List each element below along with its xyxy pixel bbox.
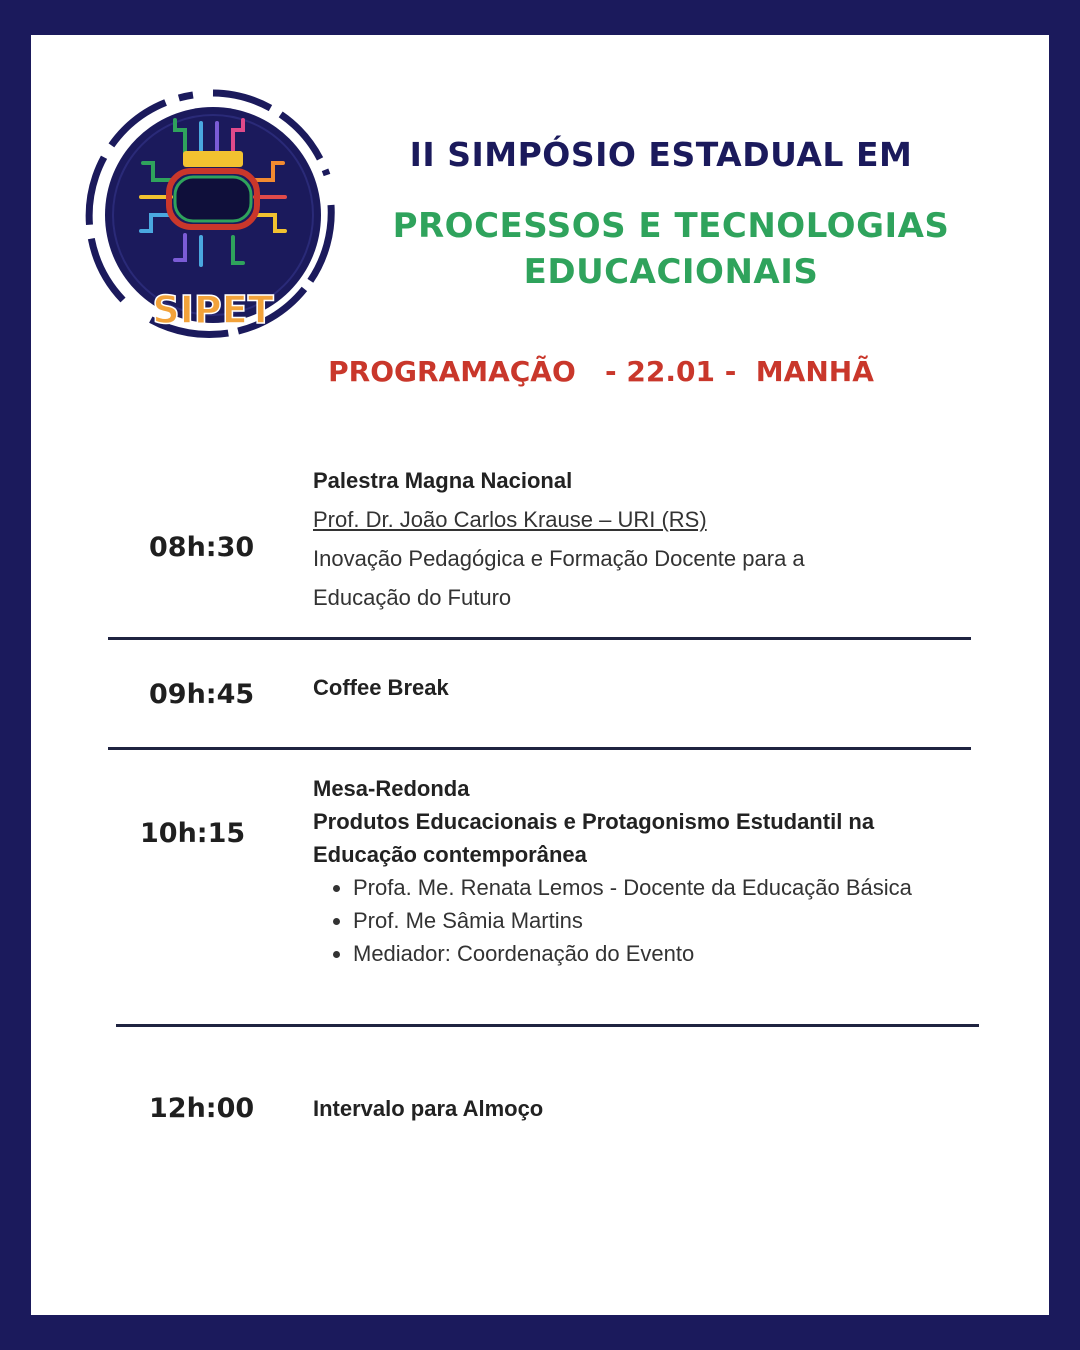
participant-item: • Mediador: Coordenação do Evento [353, 937, 1003, 970]
mesa-subtitle-2: Educação contemporânea [313, 842, 587, 867]
participant-item: • Profa. Me. Renata Lemos - Docente da Educação Básica [353, 871, 1003, 904]
time-1015: 10h:15 [140, 818, 246, 849]
time-1200: 12h:00 [149, 1093, 255, 1124]
divider [116, 1024, 979, 1027]
palestra-heading: Palestra Magna Nacional [313, 468, 573, 493]
coffee-break-label: Coffee Break [313, 675, 449, 700]
program-card [31, 35, 1049, 1315]
time-0945: 09h:45 [149, 679, 255, 710]
palestra-desc-2: Educação do Futuro [313, 585, 512, 610]
palestra-speaker-link[interactable]: Prof. Dr. João Carlos Krause – URI (RS) [313, 507, 707, 532]
divider [108, 637, 971, 640]
mesa-heading: Mesa-Redonda [313, 776, 470, 801]
mesa-participants-list [313, 871, 1003, 970]
event-title-line2b: EDUCACIONAIS [523, 252, 819, 292]
schedule-item-palestra [313, 461, 993, 617]
time-0830: 08h:30 [149, 532, 255, 563]
event-title-line2a: PROCESSOS E TECNOLOGIAS [392, 206, 950, 246]
mesa-subtitle-1: Produtos Educacionais e Protagonismo Estudantil na [313, 809, 875, 834]
event-title-line1: II SIMPÓSIO ESTADUAL EM [409, 135, 913, 174]
divider [108, 747, 971, 750]
lunch-break-label: Intervalo para Almoço [313, 1096, 544, 1121]
schedule-item-mesa [313, 772, 1003, 970]
participant-item: • Prof. Me Sâmia Martins [353, 904, 1003, 937]
programacao-title: PROGRAMAÇÃO - 22.01 - MANHÃ [328, 355, 874, 388]
event-title-line2 [351, 203, 991, 295]
logo-text: SIPET [152, 288, 274, 332]
sipet-logo [83, 85, 343, 345]
palestra-desc-1: Inovação Pedagógica e Formação Docente para a [313, 546, 805, 571]
